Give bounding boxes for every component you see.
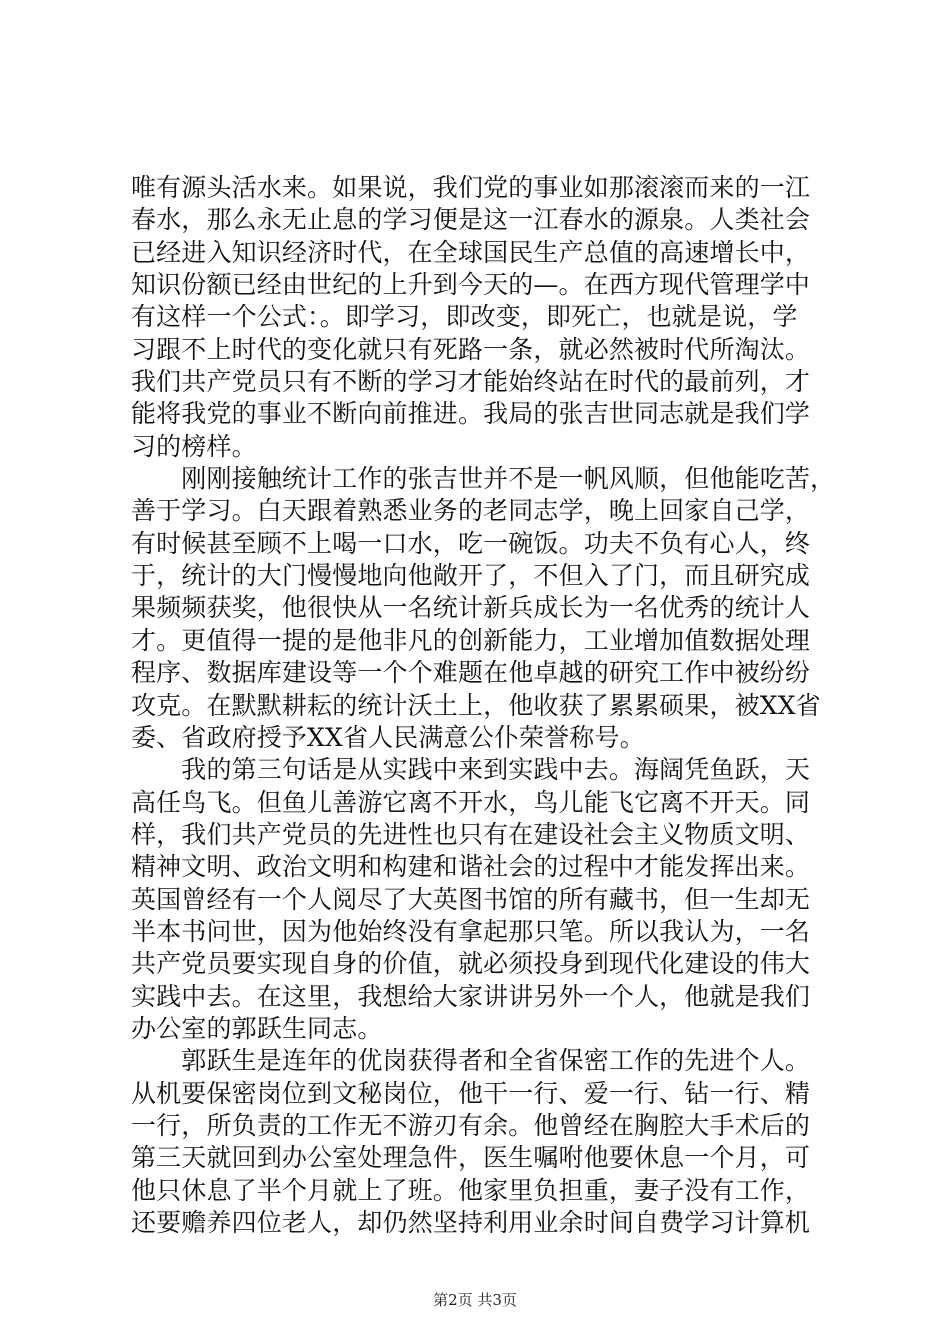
text-line: 攻克。在默默耕耘的统计沃土上，他收获了累累硕果，被XX省 xyxy=(131,690,821,720)
text-line: 已经进入知识经济时代，在全球国民生产总值的高速增长中， xyxy=(131,237,811,267)
text-line: 习的榜样。 xyxy=(131,431,257,461)
body-text xyxy=(131,172,836,1239)
text-line: 善于学习。白天跟着熟悉业务的老同志学，晚上回家自己学， xyxy=(131,496,811,526)
text-line: 于，统计的大门慢慢地向他敞开了，不但入了门，而且研究成 xyxy=(131,561,811,591)
text-line: 习跟不上时代的变化就只有死路一条，就必然被时代所淘汰。 xyxy=(131,334,811,364)
page-footer: 第2页 共3页 xyxy=(433,1291,517,1309)
text-line: 从机要保密岗位到文秘岗位，他干一行、爱一行、钻一行、精 xyxy=(131,1078,811,1108)
text-line: 精神文明、政治文明和构建和谐社会的过程中才能发挥出来。 xyxy=(131,852,811,882)
text-line: 委、省政府授予XX省人民满意公仆荣誉称号。 xyxy=(131,722,645,752)
text-line: 共产党员要实现自身的价值，就必须投身到现代化建设的伟大 xyxy=(131,949,811,979)
text-line: 一行，所负责的工作无不游刃有余。他曾经在胸腔大手术后的 xyxy=(131,1110,811,1140)
text-line: 春水，那么永无止息的学习便是这一江春水的源泉。人类社会 xyxy=(131,205,811,235)
text-line: 能将我党的事业不断向前推进。我局的张吉世同志就是我们学 xyxy=(131,399,811,429)
text-line: 我的第三句话是从实践中来到实践中去。海阔凭鱼跃，天 xyxy=(131,755,811,785)
text-line: 程序、数据库建设等一个个难题在他卓越的研究工作中被纷纷 xyxy=(131,658,811,688)
text-line: 实践中去。在这里，我想给大家讲讲另外一个人，他就是我们 xyxy=(131,981,811,1011)
text-line: 半本书问世，因为他始终没有拿起那只笔。所以我认为，一名 xyxy=(131,916,811,946)
text-line: 英国曾经有一个人阅尽了大英图书馆的所有藏书，但一生却无 xyxy=(131,884,811,914)
text-line: 果频频获奖，他很快从一名统计新兵成长为一名优秀的统计人 xyxy=(131,593,811,623)
text-line: 他只休息了半个月就上了班。他家里负担重，妻子没有工作， xyxy=(131,1175,811,1205)
text-line: 唯有源头活水来。如果说，我们党的事业如那滚滚而来的一江 xyxy=(131,173,811,202)
text-line: 才。更值得一提的是他非凡的创新能力，工业增加值数据处理 xyxy=(131,625,811,655)
text-line: 办公室的郭跃生同志。 xyxy=(131,1013,383,1043)
text-line: 第三天就回到办公室处理急件，医生嘱咐他要休息一个月，可 xyxy=(131,1143,811,1173)
text-line: 刚刚接触统计工作的张吉世并不是一帆风顺，但他能吃苦， xyxy=(131,464,836,494)
text-line: 有时候甚至顾不上喝一口水，吃一碗饭。功夫不负有心人，终 xyxy=(131,528,811,558)
text-line: 样，我们共产党员的先进性也只有在建设社会主义物质文明、 xyxy=(131,819,811,849)
text-line: 郭跃生是连年的优岗获得者和全省保密工作的先进个人。 xyxy=(131,1046,811,1076)
text-line: 知识份额已经由世纪的上升到今天的—。在西方现代管理学中 xyxy=(131,270,811,300)
text-line: 高任鸟飞。但鱼儿善游它离不开水，鸟儿能飞它离不开天。同 xyxy=(131,787,811,817)
text-line: 我们共产党员只有不断的学习才能始终站在时代的最前列，才 xyxy=(131,367,811,397)
text-line: 还要赡养四位老人，却仍然坚持利用业余时间自费学习计算机 xyxy=(131,1208,811,1237)
text-line: 有这样一个公式：。即学习，即改变，即死亡，也就是说，学 xyxy=(131,302,798,332)
